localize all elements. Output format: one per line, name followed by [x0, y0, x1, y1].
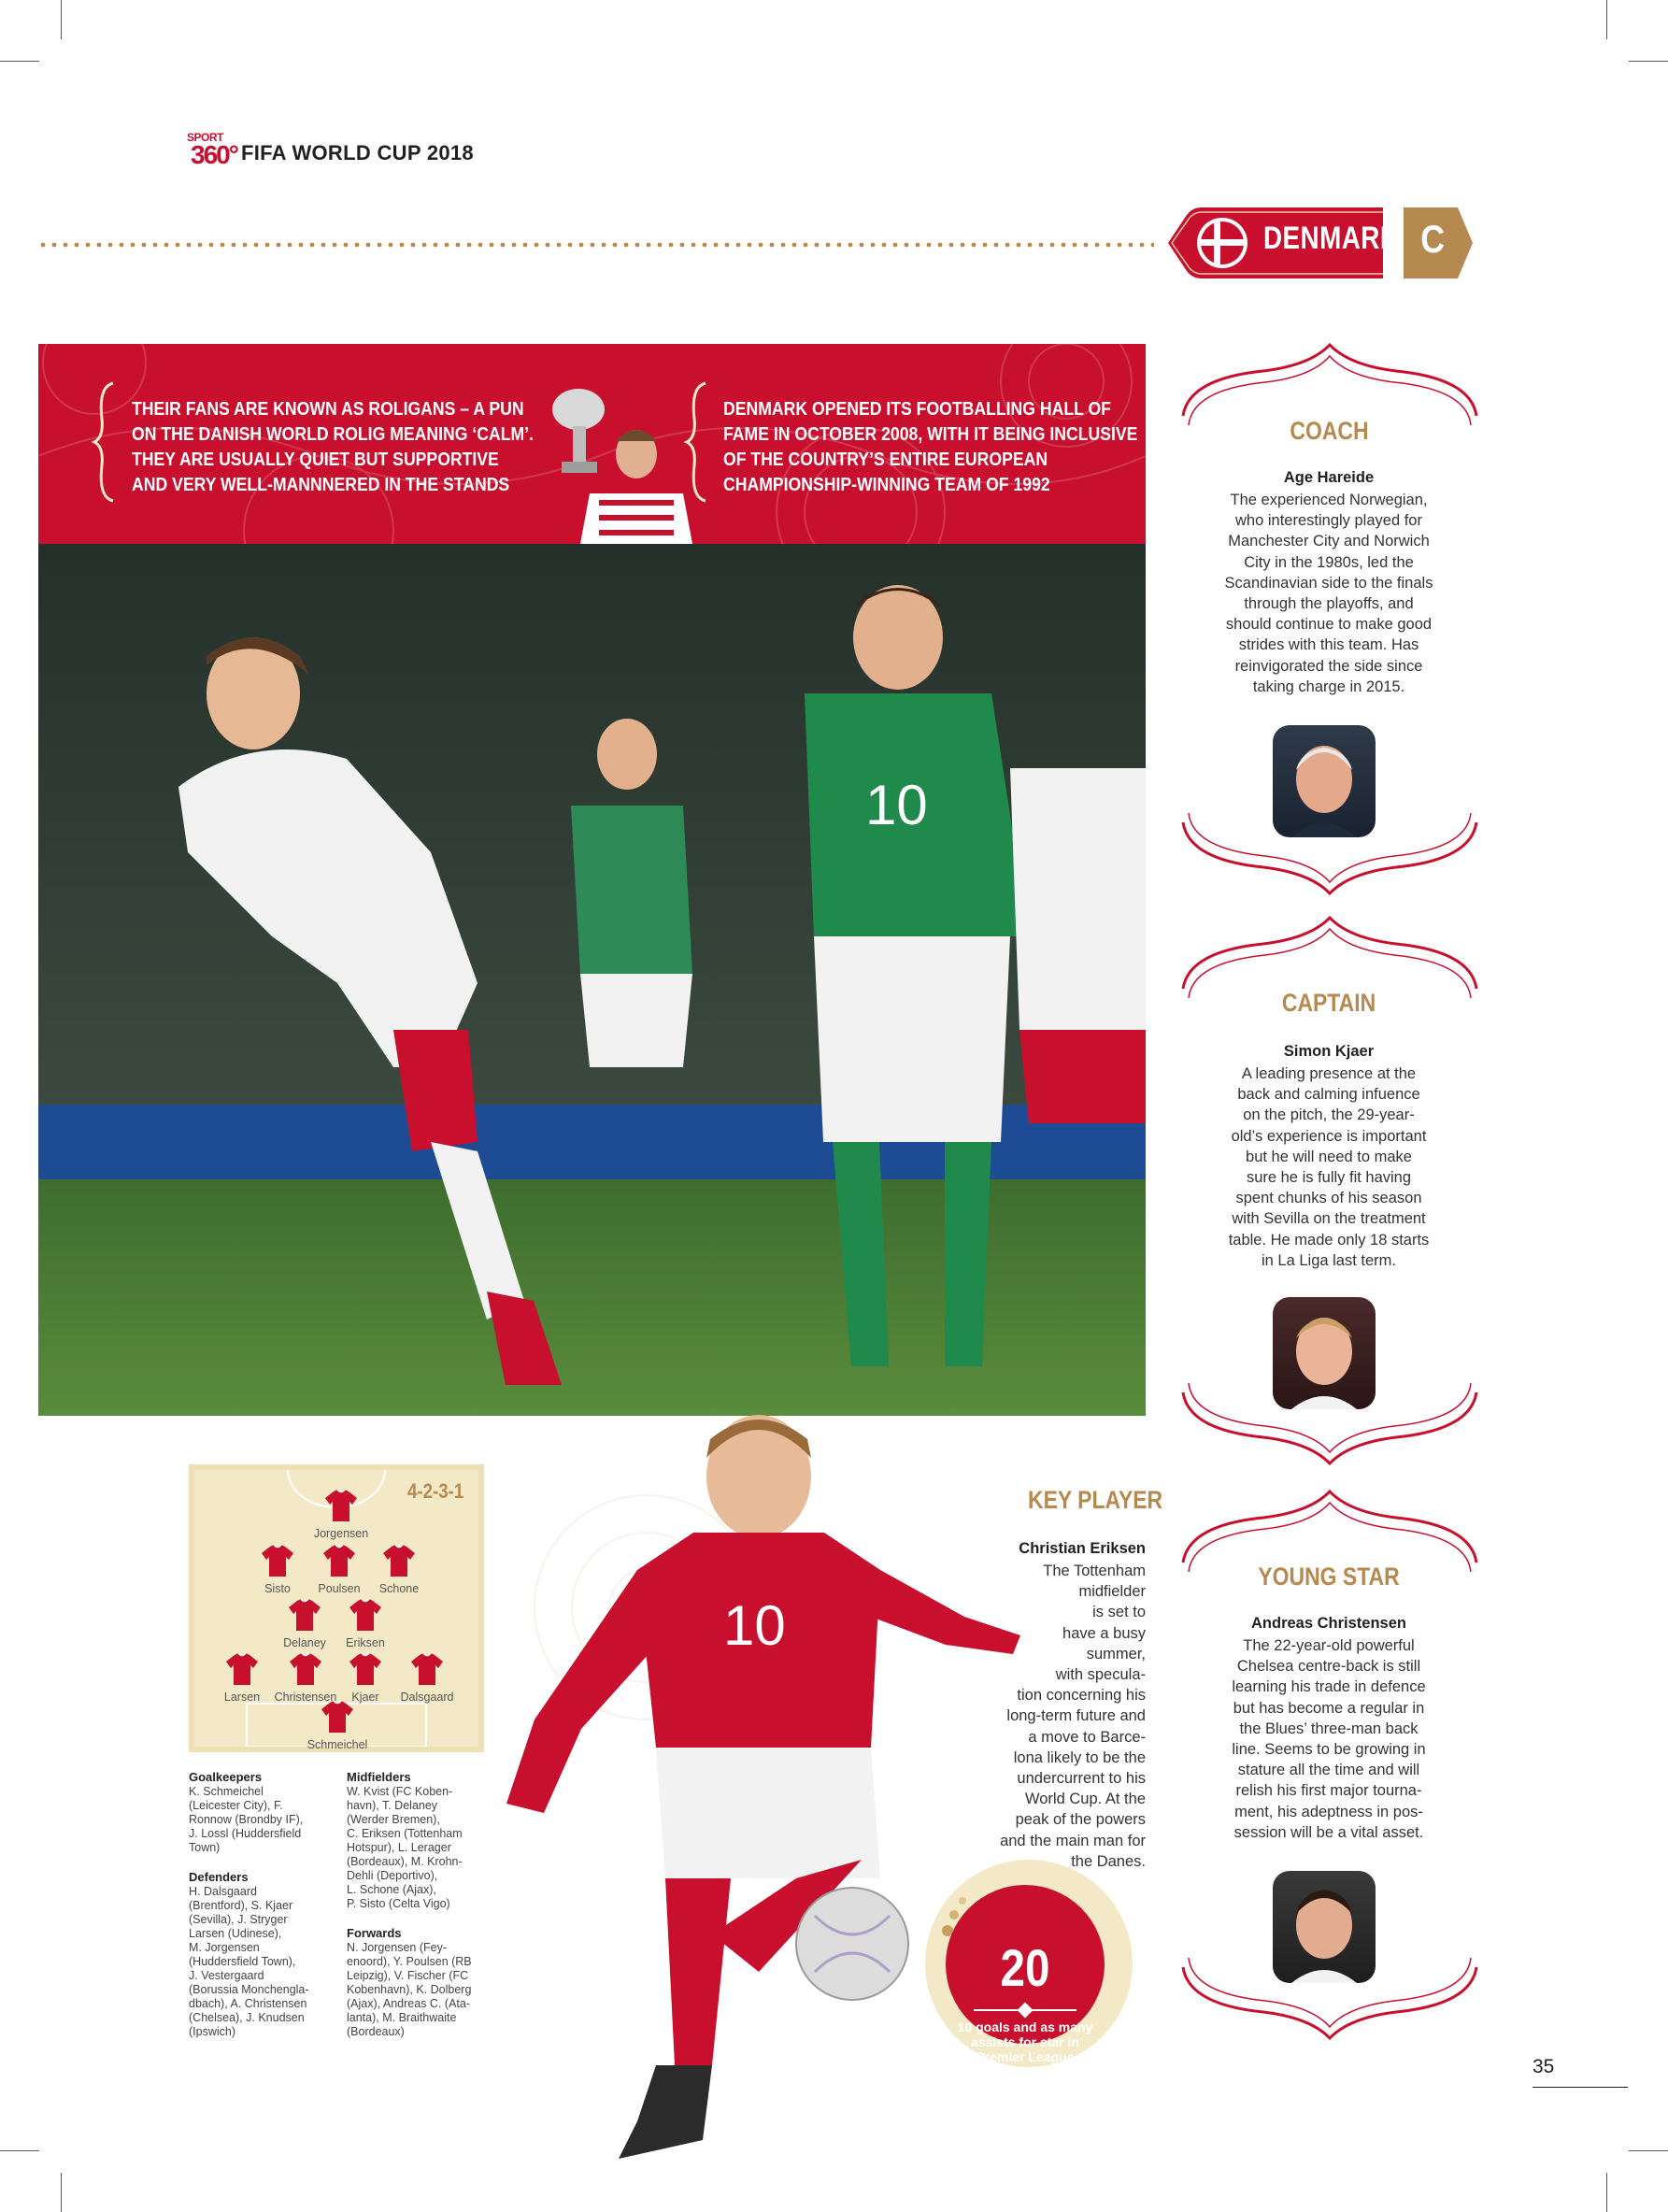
young-star-portrait [1273, 1871, 1376, 1983]
left-brace-icon [91, 381, 117, 503]
goalkeepers-list: K. Schmeichel (Leicester City), F. Ronnow (Brondby IF), J. Lossl (Huddersfield Town) [189, 1785, 304, 1854]
red-shirt-icon [289, 1653, 322, 1685]
page-number: 35 [1533, 2056, 1555, 2077]
red-shirt-icon [349, 1599, 382, 1631]
denmark-flag-icon [1196, 217, 1248, 269]
forwards-list: N. Jorgensen (Fey- enoord), Y. Poulsen (RB Leipzig), V. Fischer (FC Kobenhavn), K. Dolberg (Ajax), Andreas C. (Ata- lanta), M. Braithwaite (Bordeaux) [347, 1941, 472, 2038]
young-star-face-image [1273, 1871, 1376, 1983]
forwards-heading: Forwards [347, 1926, 402, 1940]
formation-player: Dalsgaard [385, 1653, 469, 1704]
facts-banner [38, 344, 1146, 544]
key-player-description: The Tottenham midfielder is set to have a busy summer, with specula- tion concerning his long-term future and a move to Barce- lona likely to be the undercurrent to his World Cup. At the peak of the powers and the main man for the Danes. [1000, 1563, 1146, 1870]
red-shirt-icon [288, 1599, 321, 1631]
formation-label: 4-2-3-1 [407, 1479, 464, 1503]
crop-mark [1606, 0, 1607, 39]
coach-portrait [1273, 725, 1376, 837]
coach-title: COACH [1289, 417, 1369, 445]
crop-mark [1629, 2150, 1668, 2151]
formation-player: Delaney [263, 1599, 347, 1649]
section-title: FIFA WORLD CUP 2018 [241, 141, 474, 164]
captain-description: A leading presence at the back and calming infuence on the pitch, the 29-year- old’s experience is important but he will need to make sure he is fully fit having spent chunks of his season with Sevilla on the treatment table. He made only 18 starts in La Liga last term. [1228, 1065, 1430, 1269]
fact-hall-of-fame: DENMARK OPENED ITS FOOTBALLING HALL OF FAME IN OCTOBER 2008, WITH IT BEING INCLUSIVE OF THE COUNTRY’S ENTIRE EUROPEAN CHAMPIONSHIP-WINNING TEAM OF 1992 [723, 398, 1138, 495]
page-number-rule [1533, 2087, 1628, 2088]
red-shirt-icon [225, 1653, 259, 1685]
formation-player: Kjaer [323, 1653, 407, 1704]
captain-portrait [1273, 1297, 1376, 1409]
fact-roligans: THEIR FANS ARE KNOWN AS ROLIGANS – A PUN ON THE DANISH WORLD ROLIG MEANING ‘CALM’. THEY ARE USUALLY QUIET BUT SUPPORTIVE AND VERY WELL-MANNNERED IN THE STANDS [132, 398, 534, 495]
match-photo [38, 544, 1146, 1416]
captain-face-image [1273, 1297, 1376, 1409]
dotted-divider [37, 242, 1154, 248]
red-shirt-icon [321, 1701, 354, 1733]
ornament-frame-top [1179, 1488, 1480, 1572]
key-player-name: Christian Eriksen [1019, 1540, 1146, 1557]
group-letter: C [1420, 217, 1446, 261]
defenders-list: H. Dalsgaard (Brentford), S. Kjaer (Sevilla), J. Stryger Larsen (Udinese), M. Jorgensen (Huddersfield Town), J. Vestergaard (Borussia Monchengla- dbach), A. Christensen (Chelsea), J. Knudsen (Ipswich) [189, 1885, 309, 2038]
red-shirt-icon [322, 1545, 356, 1577]
key-player-title: KEY PLAYER [1028, 1486, 1163, 1514]
formation-player: Jorgensen [299, 1490, 383, 1540]
red-shirt-icon [410, 1653, 444, 1685]
crop-mark [61, 0, 62, 39]
crop-mark [0, 61, 39, 62]
red-shirt-icon [382, 1545, 416, 1577]
squad-column-right [347, 1770, 496, 2054]
formation-player: Sisto [235, 1545, 320, 1595]
crop-mark [1629, 61, 1668, 62]
formation-player: Christensen [264, 1653, 348, 1704]
crop-mark [61, 2173, 62, 2212]
svg-text:10: 10 [865, 774, 928, 836]
team-name: DENMARK [1263, 221, 1400, 256]
stat-number: 20 [1000, 1938, 1050, 1997]
match-photo-illustration [38, 544, 1146, 1416]
captain-title: CAPTAIN [1281, 989, 1376, 1017]
crop-mark [1606, 2173, 1607, 2212]
red-shirt-icon [261, 1545, 294, 1577]
formation-player: Schmeichel [295, 1701, 379, 1751]
red-shirt-icon [324, 1490, 358, 1521]
coach-face-image [1273, 725, 1376, 837]
goalkeepers-heading: Goalkeepers [189, 1770, 263, 1784]
crop-mark [0, 2150, 39, 2151]
defenders-heading: Defenders [189, 1870, 249, 1884]
midfielders-heading: Midfielders [347, 1770, 411, 1784]
ornament-frame-top [1179, 914, 1480, 998]
sport360-logo: SPORT 360° [187, 131, 237, 169]
svg-text:10: 10 [723, 1594, 786, 1657]
red-shirt-icon [349, 1653, 382, 1685]
midfielders-list: W. Kvist (FC Koben- havn), T. Delaney (Werder Bremen), C. Eriksen (Tottenham Hotspur), L. Lerager (Bordeaux), M. Krohn- Dehli (Deportivo), L. Schone (Ajax), P. Sisto (Celta Vigo) [347, 1785, 463, 1910]
formation-player: Larsen [200, 1653, 284, 1704]
stat-caption: 10 goals and as many assists for star in Premier League [957, 2019, 1093, 2064]
left-brace-icon [683, 381, 709, 503]
formation-player: Poulsen [297, 1545, 381, 1595]
formation-player: Schone [357, 1545, 441, 1595]
young-star-description: The 22-year-old powerful Chelsea centre-back is still learning his trade in defence but has become a regular in the Blues’ three-man back line. Seems to be growing in stature all the time and will relish his first major tourna- ment, his adeptness in pos- session will be a vital asset. [1232, 1637, 1426, 1841]
coach-name: Age Hareide [1283, 469, 1375, 486]
squad-column-left [189, 1770, 338, 2054]
coach-description: The experienced Norwegian, who interestingly played for Manchester City and Norwich City in the 1980s, led the Scandinavian side to the finals through the playoffs, and should continue to make good strides with this team. Has reinvigorated the side since taking charge in 2015. [1224, 492, 1433, 695]
captain-name: Simon Kjaer [1283, 1043, 1375, 1060]
young-star-name: Andreas Christensen [1251, 1615, 1406, 1632]
young-star-title: YOUNG STAR [1258, 1563, 1400, 1591]
ornament-frame-top [1179, 341, 1480, 425]
formation-player: Eriksen [323, 1599, 407, 1649]
